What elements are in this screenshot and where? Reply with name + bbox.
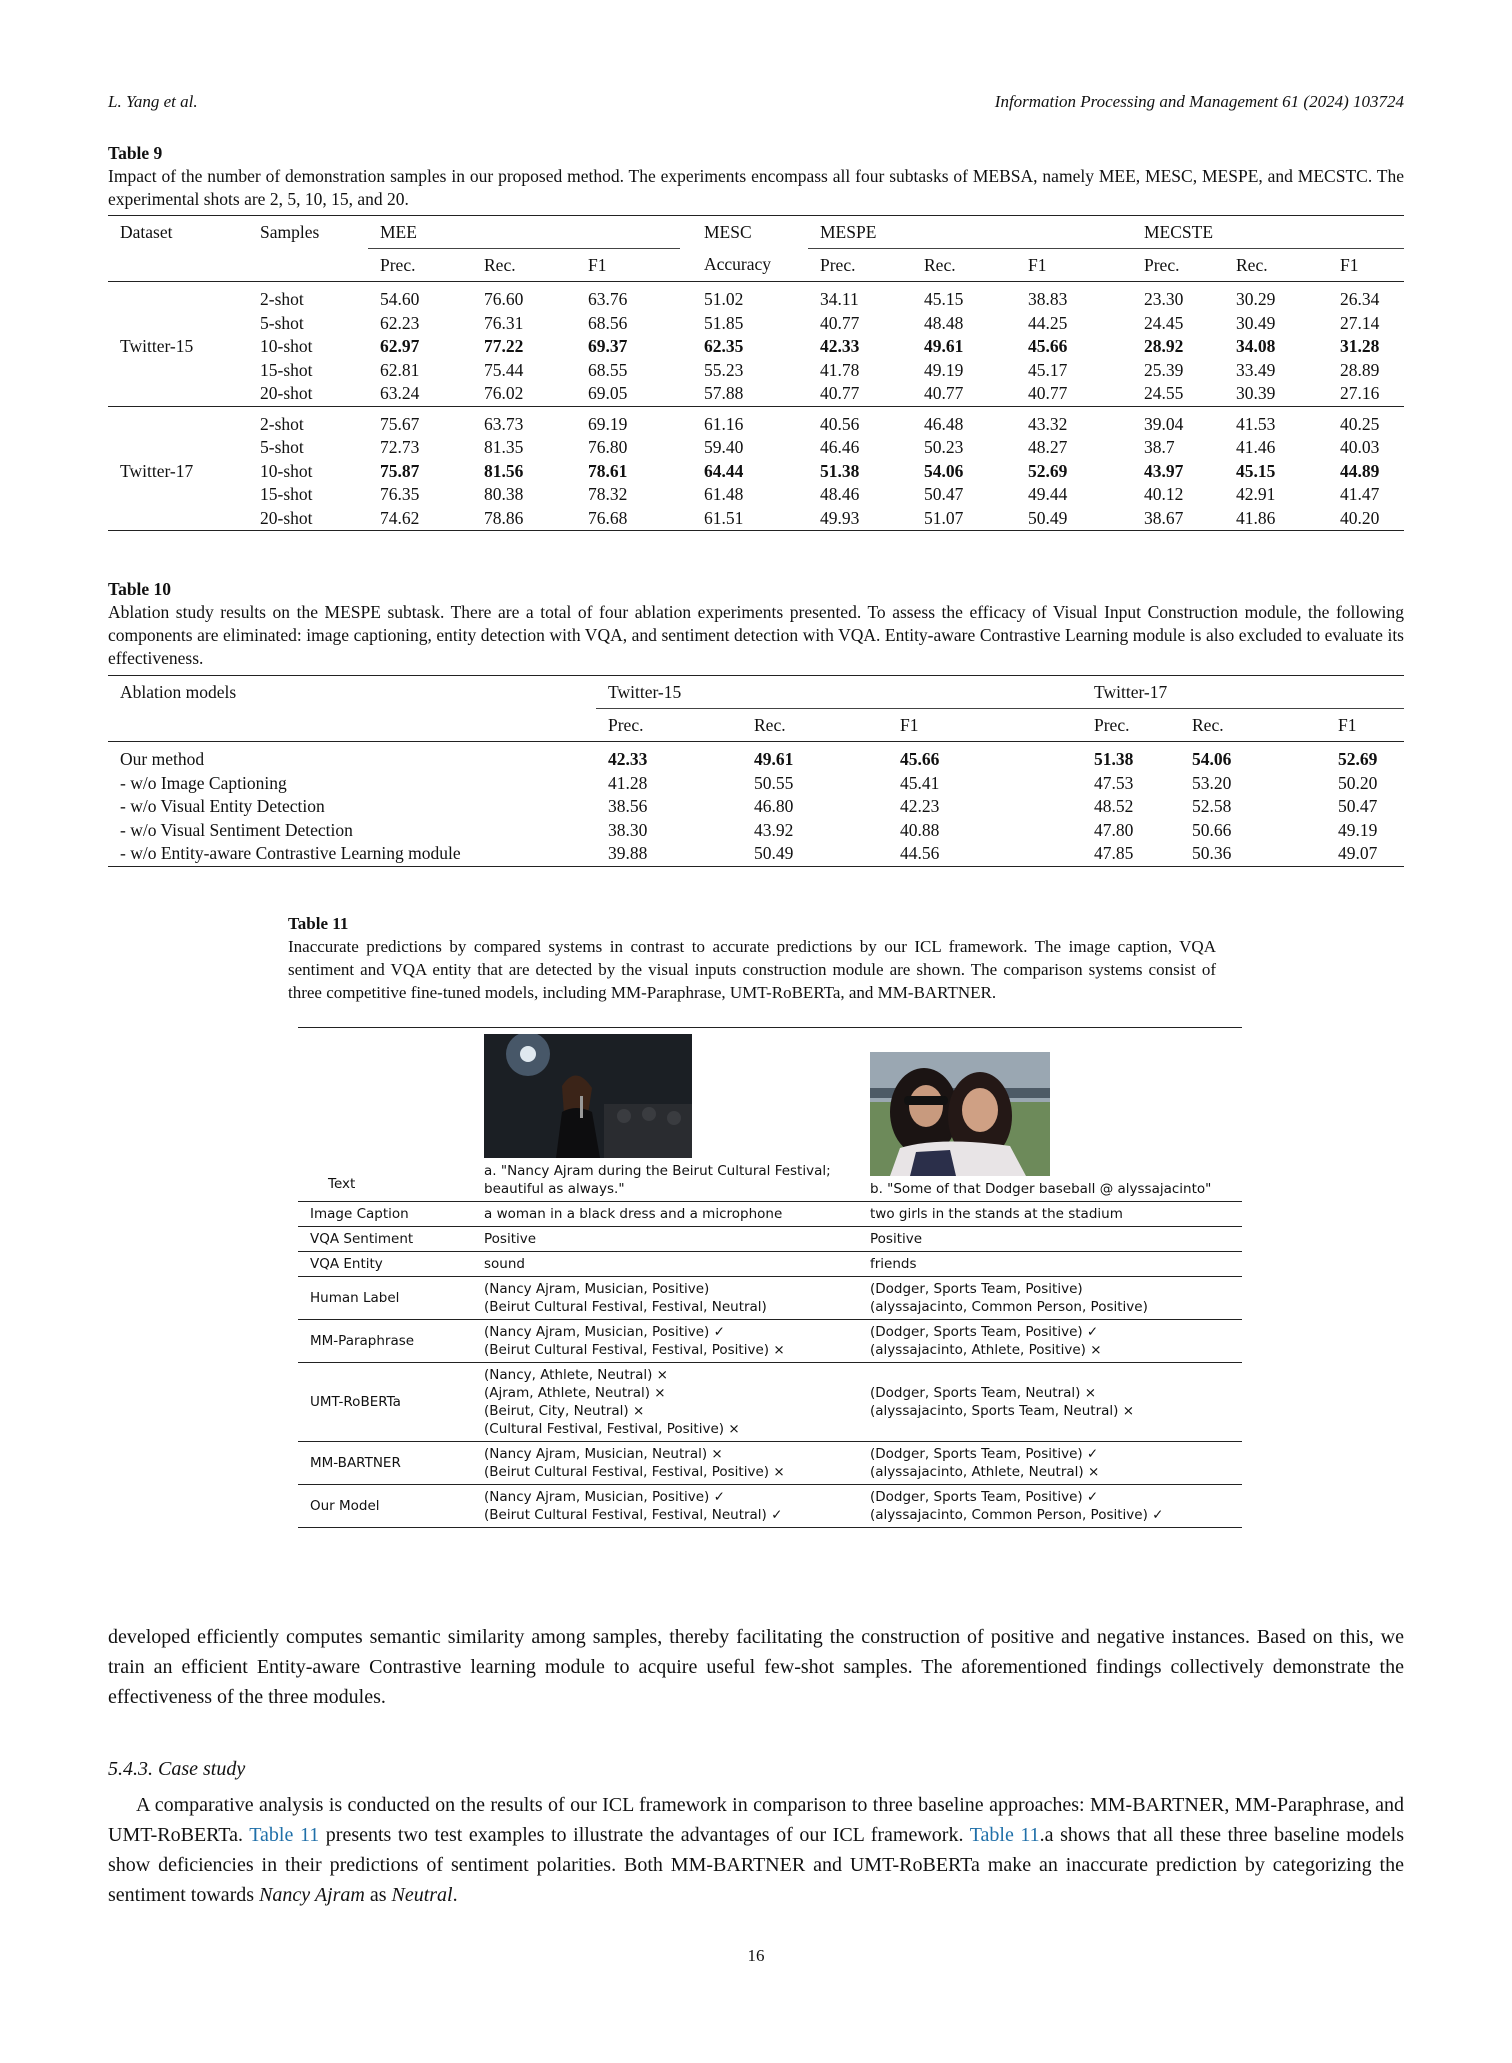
t9-h-f1: F1: [1340, 254, 1359, 275]
table9: [108, 215, 1404, 531]
value-cell: 63.73: [484, 413, 524, 434]
t10-h-prec: Prec.: [608, 714, 644, 735]
samples-cell: 2-shot: [260, 289, 304, 310]
t9-h-f1: F1: [588, 254, 607, 275]
value-cell: 40.77: [820, 312, 860, 333]
table9-caption: Impact of the number of demonstration samples in our proposed method. The experiments encompass all four subtasks of MEBSA, namely MEE, MESC, MESPE, and MECSTC. The experimental shots are 2, 5, 10, 15, and 20.: [108, 166, 1404, 209]
table9-title: Table 9: [108, 143, 163, 163]
value-cell: 40.77: [820, 383, 860, 404]
value-cell: 48.27: [1028, 437, 1068, 458]
samples-cell: 20-shot: [260, 507, 313, 528]
value-cell: 76.35: [380, 484, 420, 505]
value-cell: 74.62: [380, 507, 420, 528]
value-cell: 41.53: [1236, 413, 1276, 434]
table-row: [108, 436, 1404, 460]
value-cell: 42.23: [900, 796, 940, 817]
value-cell: 38.7: [1144, 437, 1175, 458]
t9-h-acc: Accuracy: [704, 254, 772, 275]
model-name-cell: - w/o Visual Sentiment Detection: [120, 819, 353, 840]
value-cell: 54.06: [1192, 749, 1232, 770]
value-cell: 38.56: [608, 796, 648, 817]
value-cell: 52.69: [1028, 460, 1068, 481]
t9-h-prec: Prec.: [820, 254, 856, 275]
example-a-cell: Positive: [474, 1227, 860, 1252]
section-heading: 5.4.3. Case study: [108, 1758, 246, 1780]
t10-h-f1: F1: [900, 714, 919, 735]
value-cell: 48.46: [820, 484, 860, 505]
row-label-cell: Human Label: [298, 1277, 474, 1320]
dataset-cell: [108, 382, 248, 406]
value-cell: 45.15: [924, 289, 964, 310]
value-cell: 27.16: [1340, 383, 1380, 404]
table11-title: Table 11: [288, 914, 349, 933]
value-cell: 76.80: [588, 437, 628, 458]
value-cell: 42.91: [1236, 484, 1276, 505]
dataset-cell: [108, 312, 248, 336]
table10-title: Table 10: [108, 579, 172, 599]
value-cell: 24.55: [1144, 383, 1184, 404]
value-cell: 50.47: [1338, 796, 1378, 817]
dataset-cell: [108, 282, 248, 312]
t11-text-label: Text: [298, 1028, 474, 1202]
value-cell: 45.66: [1028, 336, 1068, 357]
value-cell: 76.68: [588, 507, 628, 528]
value-cell: 50.49: [1028, 507, 1068, 528]
value-cell: 49.93: [820, 507, 860, 528]
value-cell: 50.55: [754, 772, 794, 793]
value-cell: 81.56: [484, 460, 524, 481]
table-row: [108, 507, 1404, 531]
value-cell: 51.02: [704, 289, 744, 310]
value-cell: 78.61: [588, 460, 628, 481]
value-cell: 69.37: [588, 336, 628, 357]
value-cell: 51.07: [924, 507, 964, 528]
table10: [108, 675, 1404, 867]
example-b-cell: (Dodger, Sports Team, Positive) ✓ (alyssajacinto, Athlete, Positive) ×: [860, 1320, 1242, 1363]
value-cell: 45.66: [900, 749, 940, 770]
value-cell: 39.88: [608, 843, 648, 864]
table-row: [298, 1227, 1242, 1252]
stadium-selfie-photo: [870, 1052, 1050, 1176]
table-row: [108, 312, 1404, 336]
value-cell: 50.47: [924, 484, 964, 505]
samples-cell: 15-shot: [260, 484, 313, 505]
table-row: [298, 1442, 1242, 1485]
t9-h-prec: Prec.: [1144, 254, 1180, 275]
model-name-cell: - w/o Entity-aware Contrastive Learning module: [120, 843, 461, 864]
value-cell: 51.85: [704, 312, 744, 333]
value-cell: 49.19: [924, 359, 964, 380]
t10-h-rec: Rec.: [1192, 714, 1224, 735]
t9-h-mee: MEE: [368, 216, 680, 249]
value-cell: 43.97: [1144, 460, 1184, 481]
table-row: [108, 772, 1404, 796]
value-cell: 62.81: [380, 359, 420, 380]
model-name-cell: Our method: [120, 749, 205, 770]
value-cell: 62.97: [380, 336, 420, 357]
value-cell: 61.51: [704, 507, 744, 528]
running-header: [108, 92, 1404, 112]
value-cell: 41.28: [608, 772, 648, 793]
value-cell: 43.92: [754, 819, 794, 840]
example-b-cell: Positive: [860, 1227, 1242, 1252]
table-row: [108, 406, 1404, 436]
page-number: 16: [747, 1946, 765, 1965]
value-cell: 51.38: [1094, 749, 1134, 770]
value-cell: 76.31: [484, 312, 524, 333]
value-cell: 69.19: [588, 413, 628, 434]
model-name-cell: - w/o Visual Entity Detection: [120, 796, 325, 817]
example-a-cell: a woman in a black dress and a microphone: [474, 1202, 860, 1227]
row-label-cell: VQA Entity: [298, 1252, 474, 1277]
value-cell: 81.35: [484, 437, 524, 458]
value-cell: 61.16: [704, 413, 744, 434]
value-cell: 40.56: [820, 413, 860, 434]
value-cell: 77.22: [484, 336, 524, 357]
value-cell: 39.04: [1144, 413, 1184, 434]
header-journal: Information Processing and Management 61 (2024) 103724: [994, 92, 1404, 111]
value-cell: 55.23: [704, 359, 744, 380]
value-cell: 30.49: [1236, 312, 1276, 333]
value-cell: 49.19: [1338, 819, 1378, 840]
value-cell: 45.15: [1236, 460, 1276, 481]
example-b-cell: two girls in the stands at the stadium: [860, 1202, 1242, 1227]
samples-cell: 5-shot: [260, 437, 304, 458]
t9-h-samples: Samples: [260, 221, 320, 242]
value-cell: 38.30: [608, 819, 648, 840]
value-cell: 40.77: [1028, 383, 1068, 404]
row-label-cell: VQA Sentiment: [298, 1227, 474, 1252]
table11-link[interactable]: Table 11: [969, 1824, 1040, 1846]
value-cell: 78.86: [484, 507, 524, 528]
value-cell: 38.67: [1144, 507, 1184, 528]
table-row: [108, 742, 1404, 772]
value-cell: 41.78: [820, 359, 860, 380]
table9-caption-block: [108, 142, 1404, 211]
samples-cell: 10-shot: [260, 460, 313, 481]
table11-link[interactable]: Table 11: [249, 1824, 320, 1846]
value-cell: 40.03: [1340, 437, 1380, 458]
t9-h-rec: Rec.: [1236, 254, 1268, 275]
value-cell: 40.20: [1340, 507, 1380, 528]
value-cell: 49.61: [924, 336, 964, 357]
value-cell: 48.52: [1094, 796, 1134, 817]
header-authors: L. Yang et al.: [108, 92, 198, 111]
row-label-cell: MM-BARTNER: [298, 1442, 474, 1485]
value-cell: 24.45: [1144, 312, 1184, 333]
row-label-cell: MM-Paraphrase: [298, 1320, 474, 1363]
value-cell: 75.67: [380, 413, 420, 434]
value-cell: 30.29: [1236, 289, 1276, 310]
value-cell: 53.20: [1192, 772, 1232, 793]
value-cell: 50.49: [754, 843, 794, 864]
dataset-cell: [108, 406, 248, 436]
value-cell: 48.48: [924, 312, 964, 333]
dataset-cell: Twitter-15: [120, 336, 194, 357]
example-a-cell: (Nancy Ajram, Musician, Positive) ✓ (Beirut Cultural Festival, Festival, Neutral) ✓: [474, 1485, 860, 1528]
value-cell: 30.39: [1236, 383, 1276, 404]
value-cell: 62.35: [704, 336, 744, 357]
table-row: [108, 382, 1404, 406]
value-cell: 62.23: [380, 312, 420, 333]
value-cell: 25.39: [1144, 359, 1184, 380]
value-cell: 27.14: [1340, 312, 1380, 333]
example-b-cell: (Dodger, Sports Team, Positive) (alyssajacinto, Common Person, Positive): [860, 1277, 1242, 1320]
value-cell: 68.56: [588, 312, 628, 333]
t11-text-a: a. "Nancy Ajram during the Beirut Cultural Festival; beautiful as always.": [484, 1163, 831, 1197]
value-cell: 47.85: [1094, 843, 1134, 864]
example-a-cell: (Nancy, Athlete, Neutral) × (Ajram, Athlete, Neutral) × (Beirut, City, Neutral) × (Cultural Festival, Festival, Positive) ×: [474, 1363, 860, 1442]
value-cell: 28.92: [1144, 336, 1184, 357]
value-cell: 61.48: [704, 484, 744, 505]
value-cell: 49.44: [1028, 484, 1068, 505]
value-cell: 41.47: [1340, 484, 1380, 505]
value-cell: 34.08: [1236, 336, 1276, 357]
value-cell: 23.30: [1144, 289, 1184, 310]
table-row: [298, 1363, 1242, 1442]
row-label-cell: UMT-RoBERTa: [298, 1363, 474, 1442]
table10-caption: Ablation study results on the MESPE subtask. There are a total of four ablation experiments presented. To assess the efficacy of Visual Input Construction module, the following components are eliminated: image captioning, entity detection with VQA, and sentiment detection with VQA. Entity-aware Contrastive Learning module is also excluded to evaluate its effectiveness.: [108, 602, 1404, 668]
value-cell: 47.80: [1094, 819, 1134, 840]
value-cell: 64.44: [704, 460, 744, 481]
value-cell: 63.76: [588, 289, 628, 310]
value-cell: 63.24: [380, 383, 420, 404]
table10-caption-block: [108, 578, 1404, 670]
dataset-cell: [108, 359, 248, 383]
value-cell: 76.02: [484, 383, 524, 404]
value-cell: 76.60: [484, 289, 524, 310]
table11-caption: Inaccurate predictions by compared systems in contrast to accurate predictions by our ICL framework. The image caption, VQA sentiment and VQA entity that are detected by the visual inputs construction module are shown. The comparison systems consist of three competitive fine-tuned models, including MM-Paraphrase, UMT-RoBERTa, and MM-BARTNER.: [288, 937, 1216, 1002]
value-cell: 26.34: [1340, 289, 1380, 310]
example-a-cell: (Nancy Ajram, Musician, Positive) (Beirut Cultural Festival, Festival, Neutral): [474, 1277, 860, 1320]
value-cell: 31.28: [1340, 336, 1380, 357]
t10-h-t15: Twitter-15: [596, 676, 1034, 709]
example-b-cell: (Dodger, Sports Team, Neutral) × (alyssajacinto, Sports Team, Neutral) ×: [860, 1363, 1242, 1442]
table-row: [108, 483, 1404, 507]
table-row: [108, 359, 1404, 383]
t9-h-f1: F1: [1028, 254, 1047, 275]
value-cell: 50.23: [924, 437, 964, 458]
example-b-cell: (Dodger, Sports Team, Positive) ✓ (alyssajacinto, Athlete, Neutral) ×: [860, 1442, 1242, 1485]
t11-text-b: b. "Some of that Dodger baseball @ alyssajacinto": [870, 1181, 1212, 1197]
dataset-cell: [108, 436, 248, 460]
t10-h-t17: Twitter-17: [1034, 676, 1404, 709]
table-row: [298, 1202, 1242, 1227]
table-row: [108, 842, 1404, 866]
table-row: [298, 1277, 1242, 1320]
value-cell: 28.89: [1340, 359, 1380, 380]
value-cell: 38.83: [1028, 289, 1068, 310]
example-a-cell: (Nancy Ajram, Musician, Positive) ✓ (Beirut Cultural Festival, Festival, Positive) ×: [474, 1320, 860, 1363]
t9-h-rec: Rec.: [924, 254, 956, 275]
value-cell: 40.12: [1144, 484, 1184, 505]
value-cell: 46.80: [754, 796, 794, 817]
samples-cell: 15-shot: [260, 359, 313, 380]
value-cell: 33.49: [1236, 359, 1276, 380]
value-cell: 41.46: [1236, 437, 1276, 458]
value-cell: 59.40: [704, 437, 744, 458]
t10-h-rec: Rec.: [754, 714, 786, 735]
value-cell: 54.60: [380, 289, 420, 310]
value-cell: 68.55: [588, 359, 628, 380]
value-cell: 78.32: [588, 484, 628, 505]
row-label-cell: Our Model: [298, 1485, 474, 1528]
value-cell: 42.33: [820, 336, 860, 357]
value-cell: 49.07: [1338, 843, 1378, 864]
paragraph-1: developed efficiently computes semantic similarity among samples, thereby facilitating the construction of positive and negative instances. Based on this, we train an efficient Entity-aware Contrastive learning module to acquire useful few-shot samples. The aforementioned findings collectively demonstrate the effectiveness of the three modules.: [108, 1626, 1404, 1708]
value-cell: 44.25: [1028, 312, 1068, 333]
value-cell: 50.20: [1338, 772, 1378, 793]
concert-photo: [484, 1034, 692, 1158]
value-cell: 52.69: [1338, 749, 1378, 770]
t9-h-dataset: Dataset: [120, 221, 173, 242]
dataset-cell: Twitter-17: [120, 460, 194, 481]
value-cell: 34.11: [820, 289, 859, 310]
t9-h-mecste: MECSTE: [1120, 216, 1404, 249]
value-cell: 44.89: [1340, 460, 1380, 481]
value-cell: 69.05: [588, 383, 628, 404]
table-row: [108, 460, 1404, 484]
value-cell: 72.73: [380, 437, 420, 458]
value-cell: 50.66: [1192, 819, 1232, 840]
value-cell: 57.88: [704, 383, 744, 404]
value-cell: 43.32: [1028, 413, 1068, 434]
table11-caption-block: [288, 912, 1216, 1004]
table-row: [298, 1252, 1242, 1277]
value-cell: 40.77: [924, 383, 964, 404]
dataset-cell: [108, 483, 248, 507]
samples-cell: 5-shot: [260, 312, 304, 333]
table-row: [298, 1320, 1242, 1363]
table-row: [108, 282, 1404, 312]
value-cell: 45.17: [1028, 359, 1068, 380]
value-cell: 75.87: [380, 460, 420, 481]
value-cell: 46.46: [820, 437, 860, 458]
table-row: [298, 1485, 1242, 1528]
value-cell: 42.33: [608, 749, 648, 770]
value-cell: 45.41: [900, 772, 940, 793]
t9-h-mespe: MESPE: [808, 216, 1120, 249]
table11: [298, 1027, 1242, 1528]
value-cell: 41.86: [1236, 507, 1276, 528]
paragraph-2: A comparative analysis is conducted on the results of our ICL framework in comparison to three baseline approaches: MM-BARTNER, MM-Paraphrase, and UMT-RoBERTa. Table 11 presents two test examples to illustrate the advantages of our ICL framework. Table 11.a shows that all these three baseline models show deficiencies in their predictions of sentiment polarities. Both MM-BARTNER and UMT-RoBERTa make an inaccurate prediction by categorizing the sentiment towards Nancy Ajram as Neutral.: [108, 1794, 1405, 1906]
value-cell: 54.06: [924, 460, 964, 481]
example-a-cell: (Nancy Ajram, Musician, Neutral) × (Beirut Cultural Festival, Festival, Positive) ×: [474, 1442, 860, 1485]
value-cell: 52.58: [1192, 796, 1232, 817]
value-cell: 40.25: [1340, 413, 1380, 434]
t9-h-rec: Rec.: [484, 254, 516, 275]
example-a-cell: sound: [474, 1252, 860, 1277]
t10-h-models: Ablation models: [120, 681, 237, 702]
table-row: [108, 819, 1404, 843]
table-row: [108, 335, 1404, 359]
value-cell: 51.38: [820, 460, 860, 481]
samples-cell: 2-shot: [260, 413, 304, 434]
row-label-cell: Image Caption: [298, 1202, 474, 1227]
samples-cell: 10-shot: [260, 336, 313, 357]
t9-h-prec: Prec.: [380, 254, 416, 275]
value-cell: 47.53: [1094, 772, 1134, 793]
value-cell: 44.56: [900, 843, 940, 864]
model-name-cell: - w/o Image Captioning: [120, 772, 287, 793]
value-cell: 40.88: [900, 819, 940, 840]
dataset-cell: [108, 507, 248, 531]
example-b-cell: friends: [860, 1252, 1242, 1277]
value-cell: 80.38: [484, 484, 524, 505]
value-cell: 75.44: [484, 359, 524, 380]
value-cell: 49.61: [754, 749, 794, 770]
t9-h-mesc: MESC: [704, 221, 752, 242]
samples-cell: 20-shot: [260, 383, 313, 404]
table-row: [108, 795, 1404, 819]
value-cell: 50.36: [1192, 843, 1232, 864]
t10-h-f1: F1: [1338, 714, 1357, 735]
value-cell: 46.48: [924, 413, 964, 434]
t10-h-prec: Prec.: [1094, 714, 1130, 735]
example-b-cell: (Dodger, Sports Team, Positive) ✓ (alyssajacinto, Common Person, Positive) ✓: [860, 1485, 1242, 1528]
